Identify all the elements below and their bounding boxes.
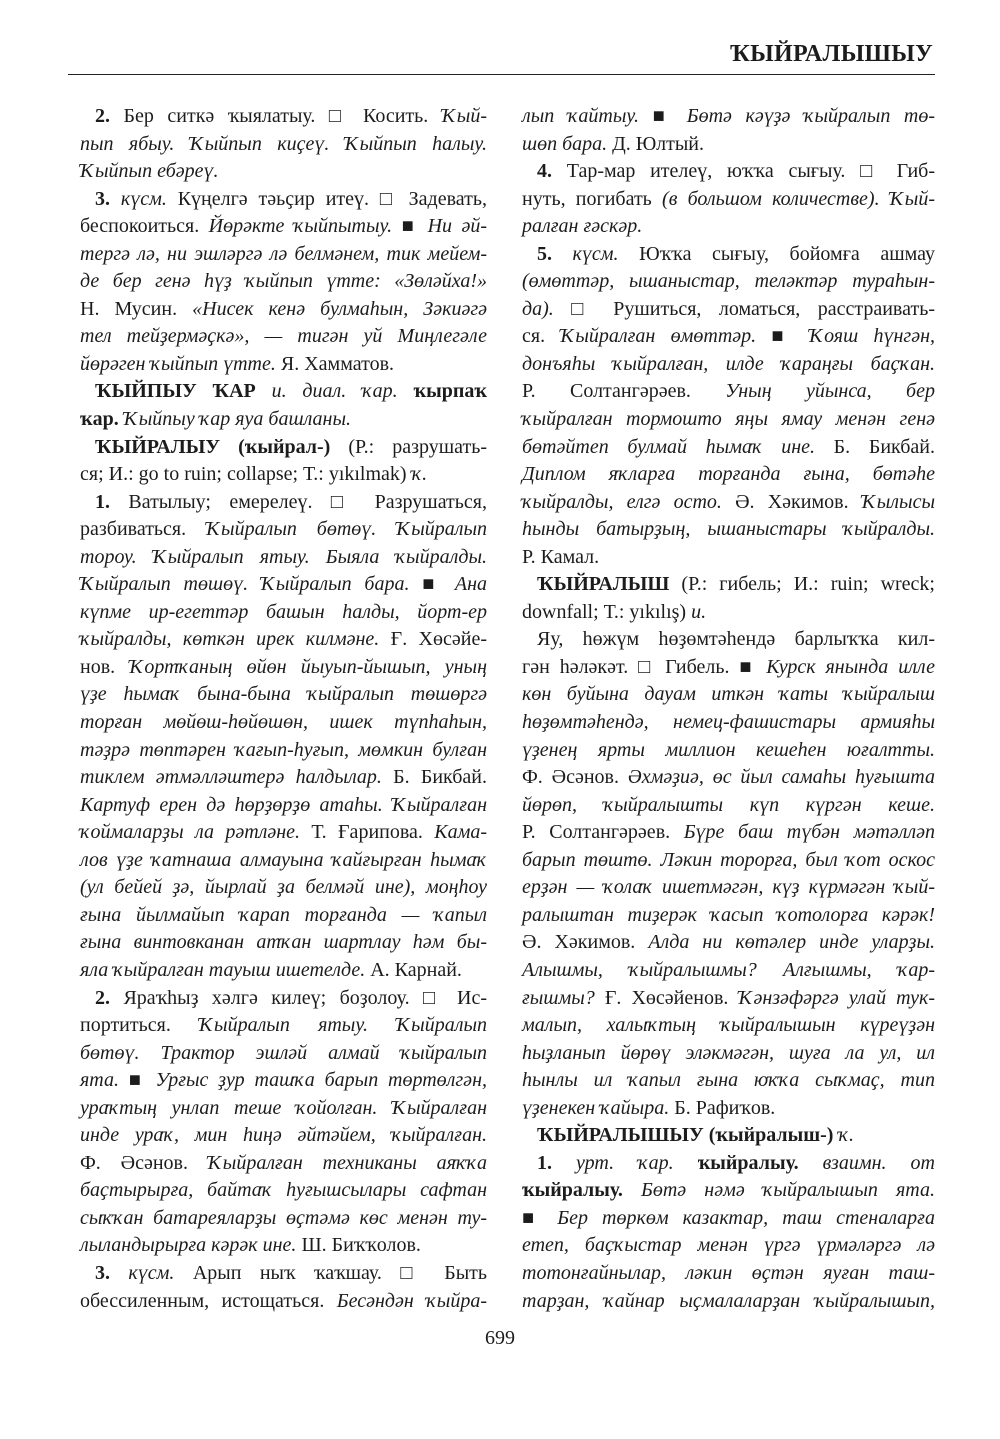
regular-text: Ф. Әсәнов. [80, 1151, 208, 1174]
regular-text: ■ [639, 105, 687, 127]
text-line [522, 1232, 935, 1260]
italic-text: ралыштан тиҙерәк ҡасып ҡотолорға кәрәк! [522, 903, 935, 926]
italic-text: Ҡәнзәфәргә улай тук- [738, 986, 935, 1009]
regular-text: Д. Юлтый. [607, 132, 704, 155]
italic-text: Бөтә кәүҙә ҡыйралып тө- [686, 105, 935, 127]
italic-text: һынлы ил ҡапыл ғына юҡҡа сыҡмаҫ, тип [522, 1069, 935, 1092]
text-line [80, 406, 487, 434]
italic-text: бөтөү. Трактор эшләй алмай ҡыйралып [80, 1041, 487, 1064]
italic-text: тергә лә, ни эшләргә лә белмәнем, тик мейем- [80, 242, 487, 265]
bold-text: 1. [95, 490, 110, 513]
italic-text: взаимн. от [798, 1151, 935, 1174]
regular-text: ся. [522, 325, 561, 348]
text-line [80, 1232, 487, 1260]
text-line [522, 544, 935, 572]
italic-text: тәҙрә төптәрен ҡағып-һуғып, мөмкин булған [80, 738, 487, 761]
text-line [80, 571, 487, 599]
italic-text: йөрәген ҡыйпып үтте. [80, 352, 276, 375]
paragraph [80, 378, 487, 433]
regular-text: Б. Рафиҡов. [669, 1096, 776, 1119]
text-line [80, 268, 487, 296]
italic-text: Ҡый- [441, 105, 487, 127]
italic-text: да). [522, 297, 554, 320]
paragraph [522, 1150, 935, 1315]
italic-text: Әхмәҙиә, өс йыл самаһы һуғышта [627, 766, 935, 789]
italic-text: Ҡыйралып ятыу. Ҡыйралып [199, 1014, 487, 1037]
text-line [522, 323, 935, 351]
regular-text: Яу, һөжүм һөҙөмтәһендә барлыҡҡа кил- [537, 628, 935, 651]
regular-text: А. Карнай. [365, 958, 462, 981]
paragraph [80, 1260, 487, 1315]
paragraph [80, 103, 487, 186]
regular-text: нов. [80, 655, 130, 678]
text-line [522, 351, 935, 379]
text-line [80, 461, 487, 489]
text-line [522, 571, 935, 599]
bold-text: 5. [537, 242, 552, 265]
italic-text: Уның уйынса, бер [725, 380, 935, 403]
text-line [80, 1205, 487, 1233]
text-line [522, 268, 935, 296]
italic-text: (в большом количестве). Ҡый- [662, 187, 936, 210]
italic-text: Ҡыйралып төшөү. Ҡыйралып бара. [80, 573, 410, 596]
italic-text: үҙенең ярты миллион кешеһен юғалтты. [522, 738, 935, 761]
bold-text: ҠЫЙПЫУ ҠАР [95, 380, 256, 403]
text-line [522, 1260, 935, 1288]
paragraph [80, 186, 487, 379]
italic-text: инде ураҡ, мин һиңә әйтәйем, ҡыйралған. [80, 1124, 487, 1147]
text-line [522, 709, 935, 737]
text-line [522, 764, 935, 792]
italic-text: Йөрәкте ҡыйпытыу. [208, 215, 393, 238]
text-line [80, 626, 487, 654]
regular-text: Р. Камал. [522, 545, 600, 568]
text-line [80, 654, 487, 682]
text-line [522, 847, 935, 875]
text-line [80, 434, 487, 462]
text-line [80, 764, 487, 792]
italic-text: Диплом яҡларға торғанда ғына, бөтәһе [522, 463, 935, 486]
paragraph [522, 103, 935, 158]
text-line [522, 957, 935, 985]
italic-text: «Нисек кенә булмаһын, Зәкиәгә [192, 297, 487, 320]
italic-text: донъяһы ҡыйралған, илде ҡараңғы баҫҡан. [522, 352, 935, 375]
regular-text: ся; И.: go to ruin; collapse; Т.: yıkılmak) [80, 463, 412, 486]
italic-text: Кама- [434, 821, 487, 844]
italic-text: сыҡҡан батареяларҙы өҫтәмә көс менән ту- [80, 1206, 487, 1229]
text-line [80, 1122, 487, 1150]
italic-text: Ни әй- [427, 215, 487, 238]
text-line [522, 902, 935, 930]
bold-text: ҡыйралыу. [522, 1179, 623, 1202]
regular-text: ■ [118, 1069, 156, 1092]
italic-text: лыландырырға кәрәк ине. [80, 1234, 297, 1257]
italic-text: ғына винтовканан атҡан шартлау һәм бы- [80, 931, 487, 954]
bold-text: ҠЫЙРАЛЫУ (ҡыйрал-) [95, 435, 331, 458]
regular-text: Ә. Хәкимов. [721, 490, 862, 513]
text-line [522, 1040, 935, 1068]
regular-text: нуть, погибать [522, 187, 663, 210]
italic-text: Бер төркөм казактар, таш стеналарға [557, 1206, 935, 1229]
italic-text: ята. [80, 1069, 119, 1092]
italic-text: күсм. [110, 1261, 175, 1284]
paragraph [522, 241, 935, 572]
text-line [80, 489, 487, 517]
italic-text: ҡ. [833, 1124, 854, 1147]
italic-text: ғына йылмайып ҡарап торғанда — ҡапыл [80, 903, 487, 926]
bold-text: 3. [95, 1261, 110, 1284]
regular-text: (Р.: гибель; И.: ruin; wreck; [669, 573, 935, 596]
paragraph [80, 985, 487, 1260]
bold-text: 2. [95, 105, 110, 127]
regular-text: Ватылыу; емерелеү. □ Разрушаться, [110, 490, 487, 513]
regular-text: Т. Ғарипова. [300, 821, 435, 844]
text-line [80, 213, 487, 241]
italic-text: тел тейҙермәҫкә», — тигән уй Миңлегәле [80, 325, 487, 348]
regular-text: (Р.: разрушать- [330, 435, 487, 458]
italic-text: бөтәйтеп булмай һымаҡ ине. [522, 435, 815, 458]
text-line [522, 516, 935, 544]
text-line [80, 186, 487, 214]
italic-text: лып ҡайтыу. [522, 105, 639, 127]
text-line [80, 103, 487, 131]
text-line [80, 792, 487, 820]
bold-text: ҡырпаҡ [397, 380, 487, 403]
text-line [80, 957, 487, 985]
text-line [522, 1095, 935, 1123]
bold-text: ҠЫЙРАЛЫШ [537, 573, 670, 596]
italic-text: баҫтырырға, байтаҡ һуғышсылары сафтан [80, 1179, 487, 1202]
text-line [522, 103, 935, 131]
text-line [522, 1067, 935, 1095]
italic-text: тиклем әтмәлләштерә һалдылар. [80, 766, 382, 789]
text-line [522, 378, 935, 406]
running-head: ҠЫЙРАЛЫШЫУ [729, 41, 933, 67]
text-line [80, 709, 487, 737]
regular-text: ■ [522, 1206, 558, 1229]
text-line [80, 1012, 487, 1040]
regular-text: Ә. Хәкимов. [522, 931, 649, 954]
italic-text: Ҡояш һүнгән, [809, 325, 935, 348]
bold-text: ҠЫЙРАЛЫШЫУ (ҡыйралыш-) [537, 1124, 834, 1147]
italic-text: (өмөттәр, ышаныстар, теләктәр тураһын- [522, 270, 935, 293]
italic-text: ерҙән — ҡолаҡ ишетмәгән, күҙ күрмәгән ҡый- [522, 876, 935, 899]
text-line [80, 1150, 487, 1178]
text-line [522, 1150, 935, 1178]
paragraph [522, 571, 935, 626]
text-line [80, 158, 487, 186]
text-line [80, 378, 487, 406]
text-line [80, 1067, 487, 1095]
text-line [522, 985, 935, 1013]
italic-text: пып ябыу. Ҡыйпып киҫеү. Ҡыйпып һалыу. [80, 132, 487, 155]
italic-text: лов үҙе ҡатнаша алмауына ҡайғырған һымаҡ [80, 848, 487, 871]
text-line [522, 874, 935, 902]
italic-text: шөп бара. [522, 132, 608, 155]
text-line [80, 1040, 487, 1068]
text-line [522, 489, 935, 517]
text-line [80, 516, 487, 544]
italic-text: и. [691, 600, 707, 623]
italic-text: көн буйына дауам иткән ҡаты ҡыйралыш [522, 683, 935, 706]
italic-text: һөҙөмтәһендә, немец-фашистары армияһы [522, 711, 935, 734]
italic-text: Картуф ерен дә һөрҙөрҙө атаһы. Ҡыйралған [80, 793, 487, 816]
italic-text: (ул бейей ҙә, йырлай ҙа белмәй ине), моңһоу [80, 876, 487, 899]
italic-text: урт. ҡар. [552, 1151, 674, 1174]
text-line [522, 1288, 935, 1316]
text-line [80, 1260, 487, 1288]
text-line [80, 847, 487, 875]
regular-text: □ Рушиться, ломаться, расстраивать- [553, 297, 935, 320]
italic-text: етеп, баҫҡыстар менән үргә үрмәләргә лә [522, 1234, 935, 1257]
regular-text: портиться. [80, 1014, 200, 1037]
bold-text: 4. [537, 160, 552, 183]
italic-text: Ҡыйралған техниканы аяҡҡа [207, 1151, 487, 1174]
text-line [80, 351, 487, 379]
text-line [522, 241, 935, 269]
italic-text: де бер генә һүҙ ҡыйпып үтте: «Зөләйха!» [80, 270, 487, 293]
italic-text: и. диал. ҡар. [255, 380, 398, 403]
italic-text: тотонғайнылар, ләкин өҫтән яуған таш- [522, 1261, 935, 1284]
text-line [522, 461, 935, 489]
text-line [80, 1177, 487, 1205]
text-line [80, 902, 487, 930]
text-line [80, 874, 487, 902]
text-line [522, 1122, 935, 1150]
text-line [522, 654, 935, 682]
regular-text: Ш. Биҡҡолов. [296, 1234, 421, 1257]
italic-text: Ҡыйралып бөтөү. Ҡыйралып [206, 518, 487, 541]
text-line [522, 406, 935, 434]
text-line [522, 296, 935, 324]
regular-text: Арып ныҡ ҡаҡшау. □ Быть [174, 1261, 488, 1284]
regular-text: ■ [756, 325, 810, 348]
page-number: 699 [485, 1327, 515, 1349]
text-line [80, 1288, 487, 1316]
italic-text: Ҡыйпыу ҡар яуа башланы. [118, 408, 351, 431]
italic-text: барып төштө. Ләкин торорға, был ҡот оскос [522, 848, 935, 871]
italic-text: ғышмы? [522, 986, 595, 1009]
regular-text: Б. Бикбай. [381, 766, 487, 789]
italic-text: күсм. [110, 187, 167, 210]
regular-text: гән һәләкәт. □ Гибель. ■ [522, 655, 767, 678]
italic-text: ҡыйралған тормошто яңы ямау менән генә [522, 408, 935, 431]
text-line [80, 131, 487, 159]
column-left [80, 103, 487, 1315]
italic-text: Урғыс ҙур ташҡа барып төртөлгән, [155, 1069, 487, 1092]
regular-text: Ф. Әсәнов. [522, 766, 628, 789]
italic-text: Бүре баш түбән мәтәлләп [683, 821, 935, 844]
column-right [522, 103, 935, 1315]
text-line [80, 929, 487, 957]
italic-text: Ҡортҡаның өйөн йыуып-йышып, уның [129, 655, 488, 678]
regular-text: Р. Солтангәрәев. [522, 380, 726, 403]
text-line [80, 599, 487, 627]
regular-text: downfall; Т.: yıkılış) [522, 600, 692, 623]
text-line [522, 599, 935, 627]
text-line [522, 1012, 935, 1040]
italic-text: Ҡылысы [861, 490, 935, 513]
italic-text: йөрөп, ҡыйралышты күп күргән кеше. [522, 793, 935, 816]
italic-text: ҡоймаларҙы ла рәтләне. [80, 821, 301, 844]
italic-text: ҡыйралды, көткән ирек килмәне. [80, 628, 380, 651]
text-line [522, 131, 935, 159]
regular-text: Ғ. Хөсәйе- [379, 628, 487, 651]
text-line [522, 158, 935, 186]
italic-text: Ана [454, 573, 487, 596]
italic-text: торған мөйөш-һөйөшөн, ишек түпһаһын, [80, 711, 487, 734]
paragraph [522, 626, 935, 1122]
paragraph [522, 158, 935, 241]
italic-text: ралған ғәскәр. [522, 215, 643, 238]
italic-text: тороу. Ҡыйралып ятыу. Быяла ҡыйралды. [80, 545, 487, 568]
bold-text: ҡар. [80, 408, 119, 431]
regular-text: Яраҡһыҙ хәлгә килеү; боҙолоу. □ Ис- [110, 986, 487, 1009]
regular-text: ■ [392, 215, 428, 238]
italic-text: ураҡтың унлап теше ҡойолған. Ҡыйралған [80, 1096, 487, 1119]
italic-text: һынды батырҙың, ышаныстары ҡыйралды. [522, 518, 935, 541]
italic-text: Ҡыйралған өмөттәр. [560, 325, 757, 348]
italic-text: яла ҡыйралған тауыш ишетелде. [80, 958, 366, 981]
italic-text: һыҙланып йөрөү эләкмәгән, шуға ла ул, ил [522, 1041, 935, 1064]
text-line [80, 985, 487, 1013]
text-line [522, 186, 935, 214]
regular-text: Б. Бикбай. [815, 435, 935, 458]
italic-text: күсм. [552, 242, 619, 265]
text-line [522, 792, 935, 820]
text-line [80, 323, 487, 351]
italic-text: ҡыйралды, елгә осто. [522, 490, 722, 513]
regular-text: ■ [409, 573, 455, 596]
regular-text: Н. Мусин. [80, 297, 193, 320]
text-line [80, 241, 487, 269]
italic-text: үҙе һымаҡ бына-бына ҡыйралып төшөргә [80, 683, 487, 706]
text-line [522, 1177, 935, 1205]
bold-text: 1. [537, 1151, 552, 1174]
text-line [80, 544, 487, 572]
regular-text: беспокоиться. [80, 215, 209, 238]
paragraph [80, 434, 487, 489]
text-line [522, 213, 935, 241]
text-line [522, 929, 935, 957]
text-line [80, 737, 487, 765]
italic-text: тарҙан, ҡайнар ыҫмалаларҙан ҡыйралышып, [522, 1289, 935, 1312]
italic-text: Ҡыйпып ебәреү. [80, 160, 219, 183]
text-line [522, 434, 935, 462]
text-line [522, 737, 935, 765]
regular-text: Бер ситкә ҡыялатыу. □ Косить. [110, 105, 442, 127]
regular-text: обессиленным, истощаться. [80, 1289, 337, 1312]
italic-text: Алда ни көтәлер инде уларҙы. [648, 931, 935, 954]
italic-text: күпме ир-егеттәр башын һалды, йорт-ер [80, 600, 487, 623]
paragraph [80, 489, 487, 985]
paragraph [522, 1122, 935, 1150]
italic-text: Бесәндән ҡыйра- [336, 1289, 487, 1312]
regular-text: Юҡҡа сығыу, бойомға ашмау [618, 242, 935, 265]
text-line [80, 1095, 487, 1123]
bold-text: 3. [95, 187, 110, 210]
text-line [522, 1205, 935, 1233]
text-line [522, 681, 935, 709]
italic-text: үҙенекен ҡайыра. [522, 1096, 670, 1119]
italic-text: Курск янында илле [766, 655, 936, 678]
regular-text: Ғ. Хөсәйенов. [594, 986, 739, 1009]
italic-text: малып, халыҡтың ҡыйралышын күреүҙән [522, 1014, 935, 1037]
header-rule [68, 74, 935, 75]
text-line [80, 819, 487, 847]
italic-text: ҡ. [411, 463, 428, 486]
regular-text: Күңелгә тәьҫир итеү. □ Задевать, [166, 187, 487, 210]
text-line [522, 626, 935, 654]
text-line [80, 296, 487, 324]
regular-text: разбиваться. [80, 518, 207, 541]
italic-text: Бөтә нәмә ҡыйралышып ята. [622, 1179, 935, 1202]
text-line [80, 681, 487, 709]
italic-text: Алышмы, ҡыйралышмы? Алғышмы, ҡар- [522, 958, 935, 981]
bold-text: 2. [95, 986, 110, 1009]
regular-text: Р. Солтангәрәев. [522, 821, 684, 844]
regular-text: Тар-мар ителеү, юҡҡа сығыу. □ Гиб- [552, 160, 935, 183]
text-line [522, 819, 935, 847]
regular-text: Я. Хамматов. [275, 352, 395, 375]
bold-text: ҡыйралыу. [673, 1151, 799, 1174]
